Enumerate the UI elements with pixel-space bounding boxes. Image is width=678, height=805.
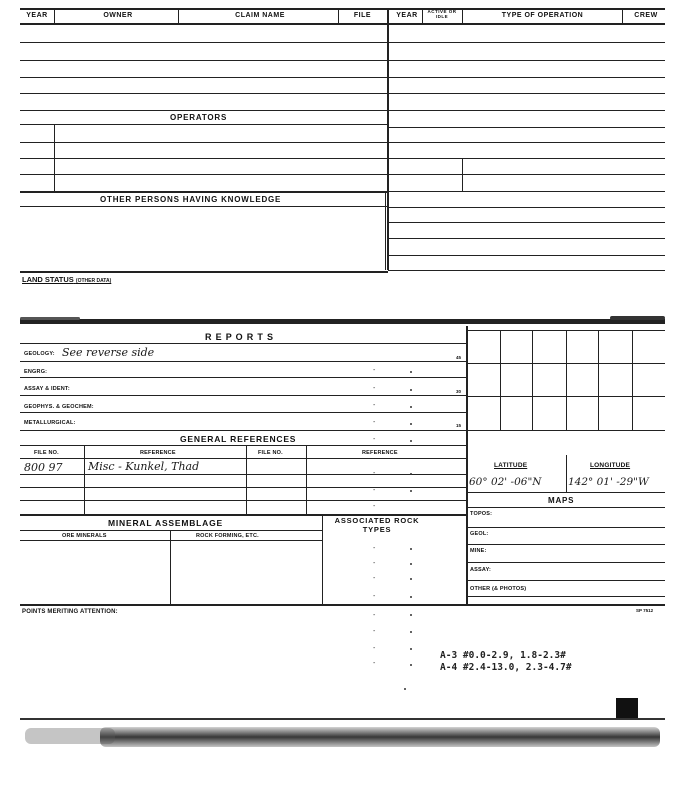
assay-map-label: ASSAY:	[470, 567, 492, 573]
metallurgical-label: METALLURGICAL:	[24, 420, 76, 426]
other-persons-heading: OTHER PERSONS HAVING KNOWLEDGE	[100, 195, 282, 204]
geol-label: GEOL:	[470, 531, 489, 537]
bottom-smudge-band	[20, 718, 665, 720]
maps-heading: MAPS	[548, 496, 575, 505]
general-references-heading: GENERAL REFERENCES	[180, 434, 297, 444]
header-file: FILE	[353, 12, 372, 19]
other-photos-label: OTHER (& PHOTOS)	[470, 586, 527, 592]
header-owner: OWNER	[103, 12, 133, 19]
reference-file-no: 800 97	[24, 461, 63, 474]
reports-heading: R E P O R T S	[205, 332, 274, 342]
assay-label: ASSAY & IDENT:	[24, 386, 70, 392]
sample-note-1: A-3 #0.0-2.9, 1.8-2.3#	[440, 650, 566, 661]
registration-mark	[616, 698, 638, 720]
associated-rock-types-heading: ASSOCIATED ROCK TYPES	[334, 516, 420, 534]
longitude-value: 142° 01' -29"W	[568, 476, 649, 488]
land-status-label: LAND STATUS (OTHER DATA)	[22, 275, 112, 284]
geology-value: See reverse side	[62, 346, 155, 359]
operators-heading: OPERATORS	[170, 113, 228, 122]
latitude-label: LATITUDE	[494, 462, 528, 469]
ore-minerals-label: ORE MINERALS	[62, 533, 107, 539]
form-code: SP 7512	[636, 608, 654, 613]
header-year: YEAR	[26, 12, 48, 19]
topos-label: TOPOS:	[470, 511, 493, 517]
longitude-label: LONGITUDE	[590, 462, 631, 469]
sample-note-2: A-4 #2.4-13.0, 2.3-4.7#	[440, 662, 572, 673]
geology-label: GEOLOGY:	[24, 351, 55, 357]
latitude-value: 60° 02' -06"N	[469, 476, 542, 488]
mine-label: MINE:	[470, 548, 487, 554]
header-type-of-operation: TYPE OF OPERATION	[501, 12, 584, 19]
rock-forming-label: ROCK FORMING, ETC.	[196, 533, 259, 539]
header-year-2: YEAR	[396, 12, 418, 19]
header-claim-name: CLAIM NAME	[235, 12, 285, 19]
engrg-label: ENGRG:	[24, 369, 48, 375]
reference-entry: Misc - Kunkel, Thad	[88, 460, 200, 473]
mineral-assemblage-heading: MINERAL ASSEMBLAGE	[108, 518, 223, 528]
header-crew: CREW	[634, 12, 658, 19]
reports-top-bar	[20, 319, 665, 324]
geophys-label: GEOPHYS. & GEOCHEM:	[24, 404, 94, 410]
header-active-idle: ACTIVE OR IDLE	[427, 9, 457, 19]
points-meriting-attention-label: POINTS MERITING ATTENTION:	[22, 609, 118, 615]
